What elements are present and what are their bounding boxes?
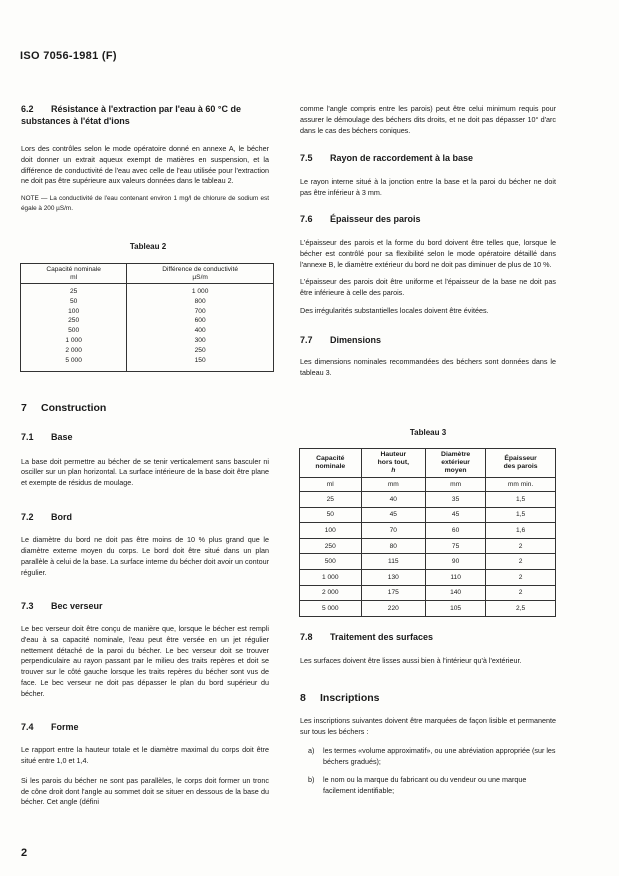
title-text: Forme [51, 721, 79, 732]
section-7-7-title [300, 335, 556, 347]
table-cell: 45 [361, 507, 426, 523]
list-item [300, 746, 556, 768]
inscription-list [300, 746, 556, 797]
header-line: Capacité nominale [46, 266, 101, 273]
section-number: 7 [21, 402, 27, 414]
table-3 [299, 448, 556, 617]
table-row [21, 316, 274, 326]
table-2 [20, 263, 274, 372]
header-line: nominale [315, 463, 346, 470]
table-cell: 2 [486, 569, 556, 585]
table-row [300, 523, 556, 539]
table-row [300, 492, 556, 508]
section-7-8-paragraph: Les surfaces doivent être lisses aussi bien à l'intérieur qu'à l'extérieur. [300, 655, 522, 665]
capacity-cell: 25 [21, 284, 127, 297]
table-row [21, 326, 274, 336]
table-cell: 140 [426, 585, 486, 601]
section-7 [21, 402, 269, 808]
title-text: Traitement des surfaces [330, 632, 434, 642]
title-text: Dimensions [330, 334, 382, 345]
section-number: 7.7 [300, 334, 313, 345]
table-cell: 40 [361, 492, 426, 508]
header-line: moyen [444, 467, 467, 474]
section-7-4-title [21, 722, 269, 734]
section-7-4-paragraph-2: Si les parois du bécher ne sont pas parallèles, le corps doit former un tronc de cône droit dont l'angle au sommet doit se situer en dessous de la base du bécher. Cet angle (défini [21, 775, 269, 807]
capacity-cell: 5 000 [21, 356, 127, 372]
list-item-label: b) [308, 775, 315, 785]
title-text: Bord [51, 511, 72, 522]
table-cell: 500 [300, 554, 362, 570]
table-cell: 220 [361, 601, 426, 617]
section-number: 7.3 [21, 600, 34, 611]
page-number: 2 [21, 847, 28, 859]
section-7-2-paragraph: Le diamètre du bord ne doit pas être moins de 10 % plus grand que le diamètre externe moyen du corps. Le bord doit être situé dans un plan parallèle à celui de la base. La surface interne du bécher doit avoir un contour régulier. [21, 535, 269, 577]
title-text: Bec verseur [51, 600, 103, 611]
conductivity-cell: 150 [127, 356, 274, 372]
section-7-6-title [300, 214, 556, 226]
table-cell: 2 [486, 585, 556, 601]
table-row [300, 507, 556, 523]
header-unit: ml [70, 274, 78, 281]
table-cell: 60 [426, 523, 486, 539]
title-text: Inscriptions [320, 692, 380, 705]
table-cell: 1,5 [486, 492, 556, 508]
section-7-1-title [21, 432, 269, 444]
table-2-caption: Tableau 2 [129, 242, 167, 251]
section-number: 7.5 [300, 153, 313, 164]
table-cell: 110 [426, 569, 486, 585]
unit-cell: mm min. [486, 478, 556, 492]
table-3-header [486, 449, 556, 478]
capacity-cell: 50 [21, 297, 127, 307]
conductivity-cell: 700 [127, 307, 274, 317]
list-item [300, 775, 556, 797]
table-2-header-conductivity [127, 264, 274, 284]
list-item-text: les termes «volume approximatif», ou une abréviation appropriée (sur les béchers gradués); [323, 745, 556, 766]
header-line: Différence de conductivité [162, 266, 239, 273]
section-number: 7.4 [21, 721, 34, 732]
section-8-title [300, 692, 556, 704]
section-7-3-title [21, 601, 269, 613]
section-6-2 [21, 104, 269, 214]
header-line: hors tout, [377, 459, 409, 466]
table-cell: 35 [426, 492, 486, 508]
table-row [300, 601, 556, 617]
section-number: 7.8 [300, 632, 313, 642]
title-text: Base [51, 432, 73, 442]
table-cell: 90 [426, 554, 486, 570]
table-cell: 2 [486, 538, 556, 554]
header-line: Hauteur [380, 451, 407, 458]
section-number: 8 [300, 692, 306, 705]
table-3-caption: Tableau 3 [409, 428, 447, 437]
document-header: ISO 7056-1981 (F) [20, 50, 117, 62]
section-6-2-title [21, 104, 269, 127]
table-cell: 105 [426, 601, 486, 617]
section-number: 7.6 [300, 214, 313, 225]
table-cell: 130 [361, 569, 426, 585]
capacity-cell: 500 [21, 326, 127, 336]
capacity-cell: 250 [21, 316, 127, 326]
list-item-label: a) [308, 745, 315, 755]
table-cell: 250 [300, 538, 362, 554]
section-7-6-paragraph-2: L'épaisseur des parois doit être uniforme et l'épaisseur de la base ne doit pas être inférieure à celle des parois. [300, 277, 556, 298]
table-row [21, 346, 274, 356]
title-text: Rayon de raccordement à la base [330, 153, 474, 164]
table-3-header [426, 449, 486, 478]
section-7-6-paragraph-3: Des irrégularités substantielles locales doivent être évitées. [300, 305, 489, 315]
conductivity-cell: 1 000 [127, 284, 274, 297]
conductivity-cell: 250 [127, 346, 274, 356]
right-column-bottom [300, 632, 556, 797]
unit-cell: mm [361, 478, 426, 492]
conductivity-cell: 800 [127, 297, 274, 307]
table-cell: 5 000 [300, 601, 362, 617]
title-text: Épaisseur des parois [330, 214, 421, 225]
table-3-header [361, 449, 426, 478]
section-7-4-continuation: comme l'angle compris entre les parois) peut être celui minimum requis pour assurer le démoulage des béchers dits droits, et ne doit pas dépasser 10° d'arc dans le cas des béchers coniques. [300, 104, 556, 135]
section-7-6-paragraph-1: L'épaisseur des parois et la forme du bord doivent être telles que, lorsque le bécher est contrôlé pour sa flexibilité selon le mode opératoire détaillé dans l'annexe B, le diamètre extérieur du bord ne doit pas diminuer de plus de 10 %. [300, 237, 556, 269]
table-row [300, 538, 556, 554]
table-cell: 2 [486, 554, 556, 570]
capacity-cell: 100 [21, 307, 127, 317]
title-text: Construction [41, 402, 107, 414]
table-cell: 80 [361, 538, 426, 554]
table-cell: 50 [300, 507, 362, 523]
table-cell: 175 [361, 585, 426, 601]
section-7-5-title [300, 153, 556, 165]
table-cell: 70 [361, 523, 426, 539]
table-cell: 45 [426, 507, 486, 523]
table-cell: 25 [300, 492, 362, 508]
section-7-8-title [300, 632, 556, 644]
section-8-paragraph: Les inscriptions suivantes doivent être marquées de façon lisible et permanente sur tous les béchers : [300, 716, 556, 737]
section-7-7-paragraph: Les dimensions nominales recommandées des béchers sont données dans le tableau 3. [300, 357, 556, 378]
unit-cell: mm [426, 478, 486, 492]
table-cell: 2 000 [300, 585, 362, 601]
list-item-text: le nom ou la marque du fabricant ou du vendeur ou une marque facilement identifiable; [323, 775, 527, 796]
table-cell: 1,5 [486, 507, 556, 523]
section-number: 7.1 [21, 432, 34, 442]
header-line: extérieur [441, 459, 470, 466]
conductivity-cell: 600 [127, 316, 274, 326]
header-line: Épaisseur [504, 455, 537, 462]
section-7-title [21, 402, 269, 414]
section-number: 7.2 [21, 511, 34, 522]
table-3-header [300, 449, 362, 478]
title-line: substances à l'état d'ions [21, 115, 130, 126]
section-7-2-title [21, 512, 269, 524]
table-cell: 2,5 [486, 601, 556, 617]
header-line: Diamètre [441, 451, 471, 458]
table-cell: 1,6 [486, 523, 556, 539]
header-line: h [391, 467, 396, 474]
table-cell: 115 [361, 554, 426, 570]
conductivity-cell: 300 [127, 336, 274, 346]
table-cell: 75 [426, 538, 486, 554]
header-line: des parois [503, 463, 538, 470]
table-row [21, 297, 274, 307]
section-6-2-note: NOTE — La conductivité de l'eau contenant environ 1 mg/l de chlorure de sodium est égale à 200 µS/m. [21, 195, 269, 212]
conductivity-cell: 400 [127, 326, 274, 336]
right-column-top [300, 104, 556, 379]
table-row [300, 569, 556, 585]
table-row [21, 356, 274, 372]
section-7-4-paragraph-1: Le rapport entre la hauteur totale et le diamètre maximal du corps doit être situé entre 1,0 et 1,4. [21, 745, 269, 765]
section-7-3-paragraph: Le bec verseur doit être conçu de manière que, lorsque le bécher est rempli d'eau à sa capacité nominale, l'eau peut être versée en un jet régulier nettement détaché de la paroi du bécher. Le bec verseur doit se trouver perpendiculaire au rayon passant par le milieu des traits repères et doit se trouver sur le côté gauche lorsque les traits repères du bécher sont vus de face. Le bec verseur ne doit pas dépasser le plan du bord supérieur du bécher. [21, 624, 269, 698]
table-row [300, 554, 556, 570]
table-row [300, 585, 556, 601]
section-6-2-paragraph: Lors des contrôles selon le mode opératoire donné en annexe A, le bécher doit donner un extrait aqueux exempt de matières en suspension, et la différence de conductivité de l'eau avec celle de l'eau utilisée pour l'extraction ne doit pas être supérieure aux valeurs données dans le tableau 2. [21, 144, 269, 186]
table-2-header-capacity [21, 264, 127, 284]
table-cell: 100 [300, 523, 362, 539]
capacity-cell: 1 000 [21, 336, 127, 346]
title-line: Résistance à l'extraction par l'eau à 60 °C de [51, 104, 241, 114]
header-line: Capacité [316, 455, 345, 462]
table-row [21, 336, 274, 346]
table-cell: 1 000 [300, 569, 362, 585]
capacity-cell: 2 000 [21, 346, 127, 356]
table-row [21, 307, 274, 317]
section-7-1-paragraph: La base doit permettre au bécher de se tenir verticalement sans basculer ni osciller sur un plan horizontal. La surface intérieure de la base doit être plane et exempte de résidus de moulage. [21, 456, 269, 488]
unit-cell: ml [300, 478, 362, 492]
header-unit: µS/m [192, 274, 208, 281]
table-row [21, 284, 274, 297]
section-number: 6.2 [21, 104, 34, 114]
section-7-5-paragraph: Le rayon interne situé à la jonction entre la base et la paroi du bécher ne doit pas être inférieur à 3 mm. [300, 176, 556, 197]
